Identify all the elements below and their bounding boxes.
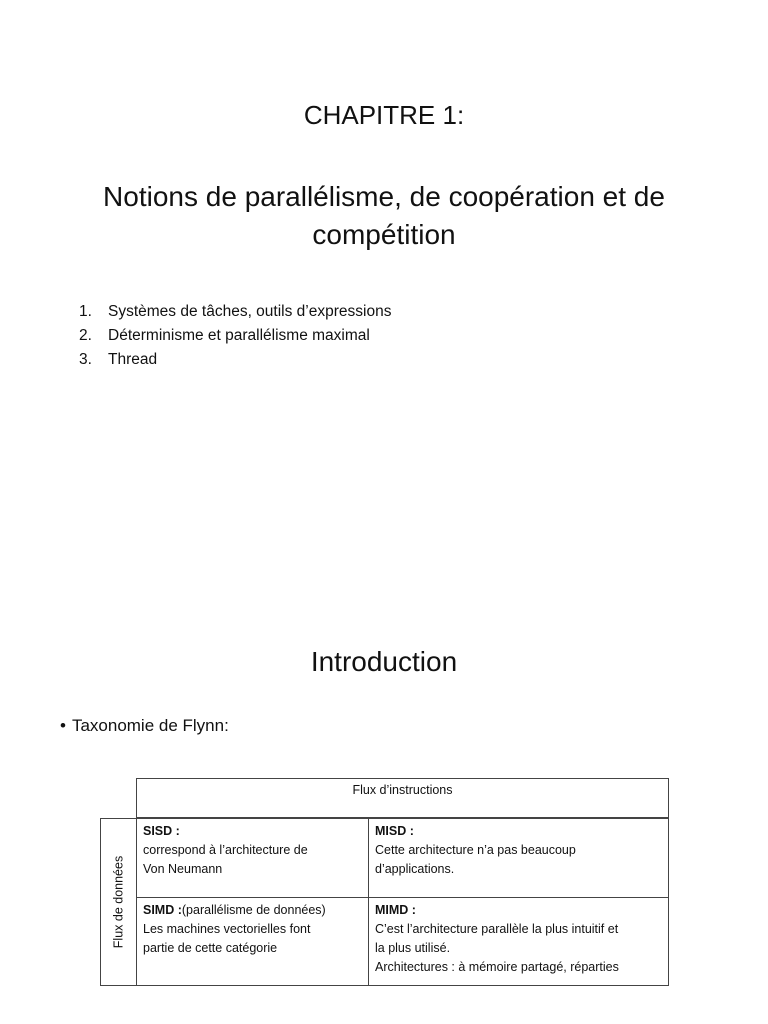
cell-text: partie de cette catégorie xyxy=(143,941,278,955)
cell-text: correspond à l’architecture de xyxy=(143,843,308,857)
chapter-heading: CHAPITRE 1: xyxy=(303,100,465,130)
table-header-instructions: Flux d’instructions xyxy=(136,778,669,818)
cell-mimd xyxy=(368,897,669,986)
cell-label-suffix: (parallélisme de données) xyxy=(181,903,326,917)
cell-label: SISD : xyxy=(143,824,180,838)
cell-text: la plus utilisé. xyxy=(375,941,451,955)
table-side-data xyxy=(100,818,137,986)
introduction-heading: Introduction xyxy=(310,646,458,677)
cell-misd xyxy=(368,818,669,898)
cell-text: Les machines vectorielles font xyxy=(143,922,311,936)
bullet-item xyxy=(60,716,229,736)
cell-label-row xyxy=(143,901,362,920)
slide-introduction xyxy=(0,512,768,1024)
cell-text: Von Neumann xyxy=(143,862,223,876)
cell-simd xyxy=(136,897,369,986)
toc-text: Systèmes de tâches, outils d’expressions xyxy=(108,303,392,320)
bullet-text: Taxonomie de Flynn: xyxy=(71,716,229,735)
chapter-title xyxy=(60,178,708,254)
toc-text: Déterminisme et parallélisme maximal xyxy=(108,327,370,344)
toc-number: 2. xyxy=(79,327,92,344)
toc-item xyxy=(79,300,391,324)
cell-text: d’applications. xyxy=(375,862,455,876)
cell-label: MISD : xyxy=(375,824,414,838)
cell-label: SIMD : xyxy=(143,903,182,917)
cell-text: Architectures : à mémoire partagé, réparties xyxy=(375,960,619,974)
toc-text: Thread xyxy=(108,351,158,368)
toc-number: 3. xyxy=(79,351,92,368)
toc-item xyxy=(79,348,391,372)
table-of-contents xyxy=(79,300,391,372)
chapter-title-line2: compétition xyxy=(312,219,456,250)
chapter-title-line1: Notions de parallélisme, de coopération et de xyxy=(103,181,665,212)
cell-sisd xyxy=(136,818,369,898)
side-label: Flux de données xyxy=(111,855,125,949)
cell-text: Cette architecture n’a pas beaucoup xyxy=(375,843,576,857)
cell-text: C’est l’architecture parallèle la plus intuitif et xyxy=(375,922,619,936)
toc-item xyxy=(79,324,391,348)
bullet-symbol: • xyxy=(60,716,66,735)
cell-label: MIMD : xyxy=(375,903,416,917)
toc-number: 1. xyxy=(79,303,92,320)
